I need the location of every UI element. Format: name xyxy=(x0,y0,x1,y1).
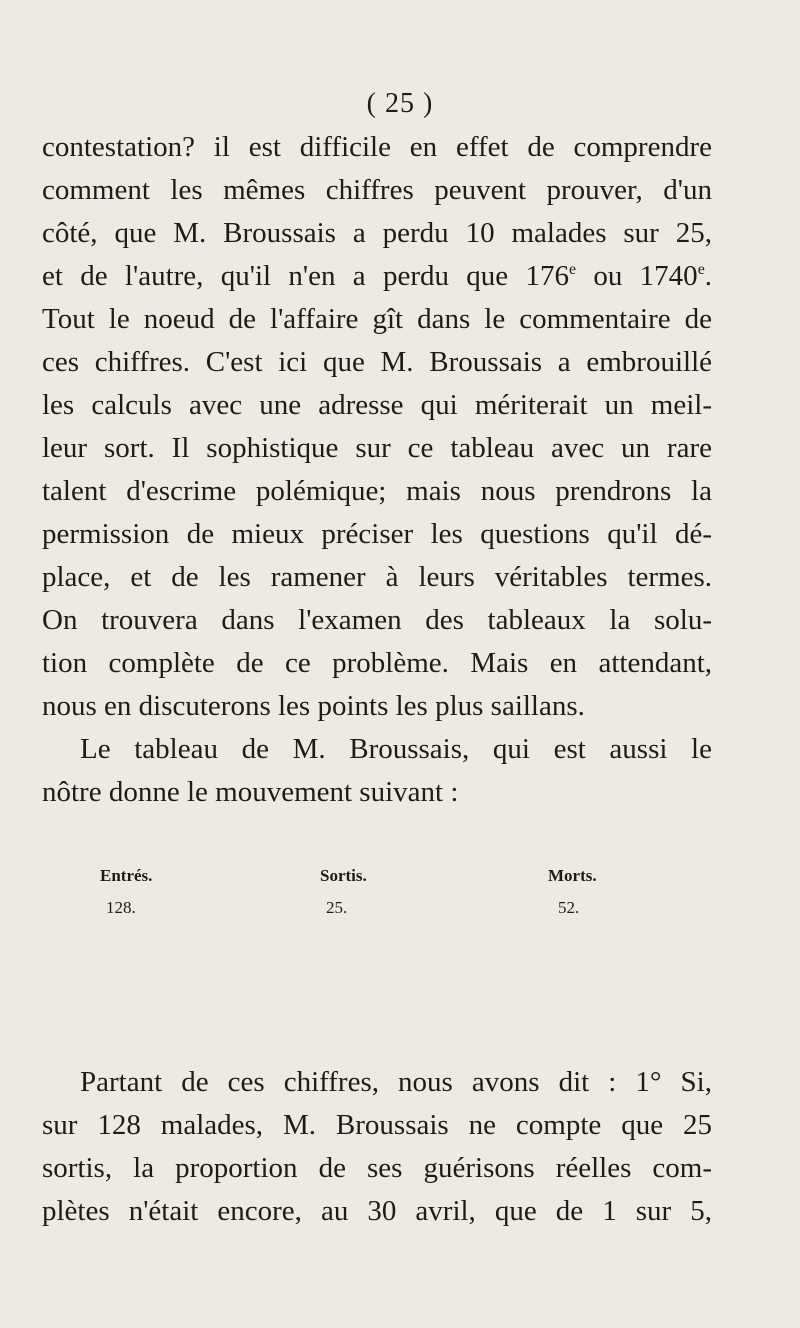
text-line: sortis, la proportion de ses guérisons réelles com- xyxy=(42,1152,712,1184)
text-fragment: . xyxy=(704,260,713,292)
text-line: contestation? il est difficile en effet de comprendre xyxy=(42,131,712,163)
text-line: tion complète de ce problème. Mais en attendant, xyxy=(42,647,712,679)
table-header-row xyxy=(100,866,620,898)
superscript: e xyxy=(568,260,577,278)
text-line: place, et de les ramener à leurs véritables termes. xyxy=(42,561,712,593)
text-fragment: et de l'autre, qu'il n'en a perdu que 176 xyxy=(42,260,569,292)
column-header-entres: Entrés. xyxy=(100,866,153,885)
text-line: ces chiffres. C'est ici que M. Broussais a embrouillé xyxy=(42,346,712,378)
text-line: nous en discuterons les points les plus saillans. xyxy=(42,690,585,722)
text-line: Le tableau de M. Broussais, qui est aussi le xyxy=(80,733,712,765)
text-line: leur sort. Il sophistique sur ce tableau avec un rare xyxy=(42,432,712,464)
value-sortis: 25. xyxy=(326,898,348,917)
body-text-top xyxy=(42,126,712,814)
text-line: côté, que M. Broussais a perdu 10 malades sur 25, xyxy=(42,217,712,249)
text-line: comment les mêmes chiffres peuvent prouver, d'un xyxy=(42,174,712,206)
value-morts: 52. xyxy=(558,898,580,917)
text-line: plètes n'était encore, au 30 avril, que de 1 sur 5, xyxy=(42,1195,712,1227)
text-line: nôtre donne le mouvement suivant : xyxy=(42,776,459,808)
text-line: talent d'escrime polémique; mais nous prendrons la xyxy=(42,475,712,507)
text-line: Partant de ces chiffres, nous avons dit : 1° Si, xyxy=(80,1066,712,1098)
text-line-with-superscripts xyxy=(42,255,712,298)
superscript: e xyxy=(697,260,705,278)
text-line: les calculs avec une adresse qui mériterait un meil- xyxy=(42,389,712,421)
movement-table xyxy=(100,866,620,930)
text-line: Tout le noeud de l'affaire gît dans le commentaire de xyxy=(42,303,712,335)
value-entres: 128. xyxy=(106,898,136,917)
text-line: permission de mieux préciser les questions qu'il dé- xyxy=(42,518,712,550)
table-values-row xyxy=(100,898,620,930)
text-line: On trouvera dans l'examen des tableaux la solu- xyxy=(42,604,712,636)
column-header-sortis: Sortis. xyxy=(320,866,367,885)
body-text-bottom xyxy=(42,1061,712,1233)
text-fragment: ou 1740 xyxy=(576,260,698,292)
column-header-morts: Morts. xyxy=(548,866,597,885)
text-line: sur 128 malades, M. Broussais ne compte que 25 xyxy=(42,1109,712,1141)
page-number: ( 25 ) xyxy=(366,88,434,119)
